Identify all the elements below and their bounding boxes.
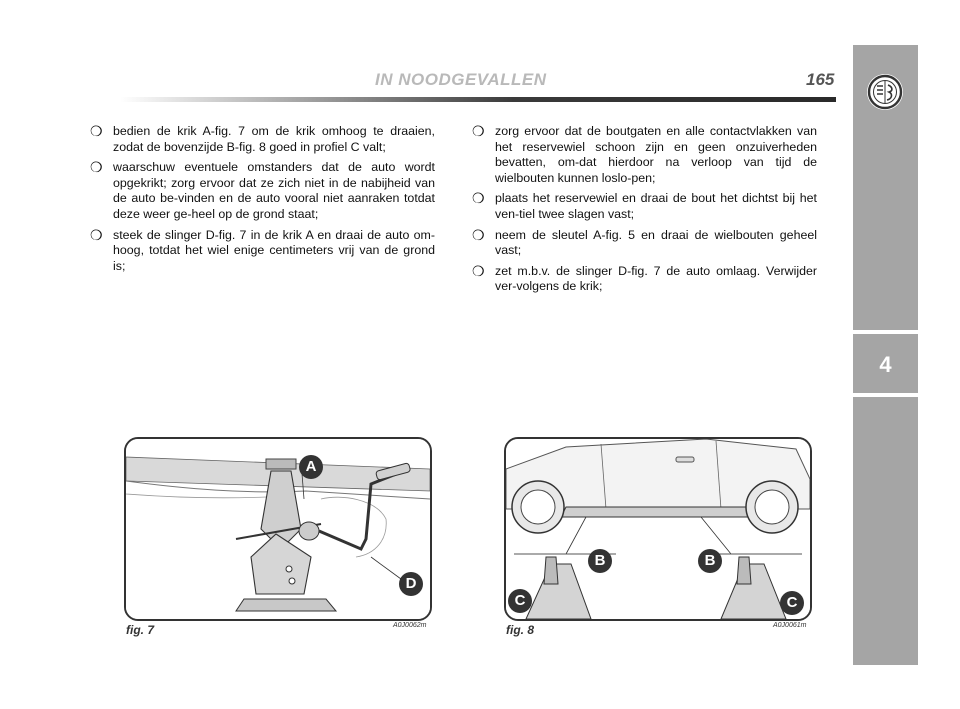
- list-item-text: waarschuw eventuele omstanders dat de auto wordt opgekrikt; zorg ervoor dat ze zich niet in de nabijheid van de auto be-vinden en de auto vooral niet aanraken totdat deze weer ge-heel op de grond staat;: [113, 160, 435, 221]
- figure-7-jack-illustration: [124, 437, 432, 621]
- list-item: [472, 124, 817, 186]
- figure-8-caption: fig. 8: [506, 623, 535, 637]
- page-number: 165: [806, 70, 835, 89]
- list-item: [90, 124, 435, 155]
- left-column: [90, 124, 435, 279]
- figure-7-caption: fig. 7: [126, 623, 155, 637]
- circle-bullet-icon: ❍: [90, 159, 103, 176]
- circle-bullet-icon: ❍: [90, 226, 103, 243]
- right-column: [472, 124, 817, 300]
- list-item: [472, 191, 817, 222]
- callout-b-left: B: [588, 549, 612, 573]
- callout-c-right: C: [780, 591, 804, 615]
- list-item: [90, 160, 435, 222]
- list-item-text: zorg ervoor dat de boutgaten en alle contactvlakken van het reservewiel schoon zijn en geen onzuiverheden bevatten, om-dat hierdoor na verloop van tijd de wielbouten kunnen loslo-pen;: [495, 124, 817, 185]
- list-item-text: zet m.b.v. de slinger D-fig. 7 de auto omlaag. Verwijder ver-volgens de krik;: [495, 263, 817, 294]
- callout-b-right: B: [698, 549, 722, 573]
- list-item: [472, 264, 817, 295]
- chapter-number: 4: [879, 352, 892, 377]
- car-drawing: [506, 439, 810, 619]
- list-item: [472, 228, 817, 259]
- callout-c-left: C: [508, 589, 532, 613]
- circle-bullet-icon: ❍: [472, 190, 485, 207]
- circle-bullet-icon: ❍: [90, 123, 103, 139]
- alfa-romeo-logo-icon: [866, 73, 904, 111]
- figure-8-code: A0J0061m: [773, 622, 807, 629]
- circle-bullet-icon: ❍: [472, 262, 485, 279]
- circle-bullet-icon: ❍: [472, 123, 485, 139]
- figure-8-car-jack-points: [504, 437, 812, 621]
- tab-divider-top: [853, 330, 918, 334]
- callout-a: A: [299, 455, 323, 479]
- tab-divider-bottom: [853, 393, 918, 397]
- circle-bullet-icon: ❍: [472, 226, 485, 243]
- list-item-text: neem de sleutel A-fig. 5 en draai de wielbouten geheel vast;: [495, 227, 817, 258]
- list-item: [90, 228, 435, 275]
- section-title: IN NOODGEVALLEN: [375, 70, 547, 89]
- callout-d: D: [399, 572, 423, 596]
- figure-7-code: A0J0062m: [393, 622, 427, 629]
- jack-drawing: [126, 439, 430, 619]
- list-item-text: steek de slinger D-fig. 7 in de krik A en draai de auto om-hoog, totdat het wiel enige centimeters vrij van de grond is;: [113, 227, 435, 273]
- header-rule: [120, 97, 836, 102]
- list-item-text: bedien de krik A-fig. 7 om de krik omhoog te draaien, zodat de bovenzijde B-fig. 8 goed in profiel C valt;: [113, 124, 435, 154]
- list-item-text: plaats het reservewiel en draai de bout het dichtst bij het ven-tiel twee slagen vast;: [495, 191, 817, 221]
